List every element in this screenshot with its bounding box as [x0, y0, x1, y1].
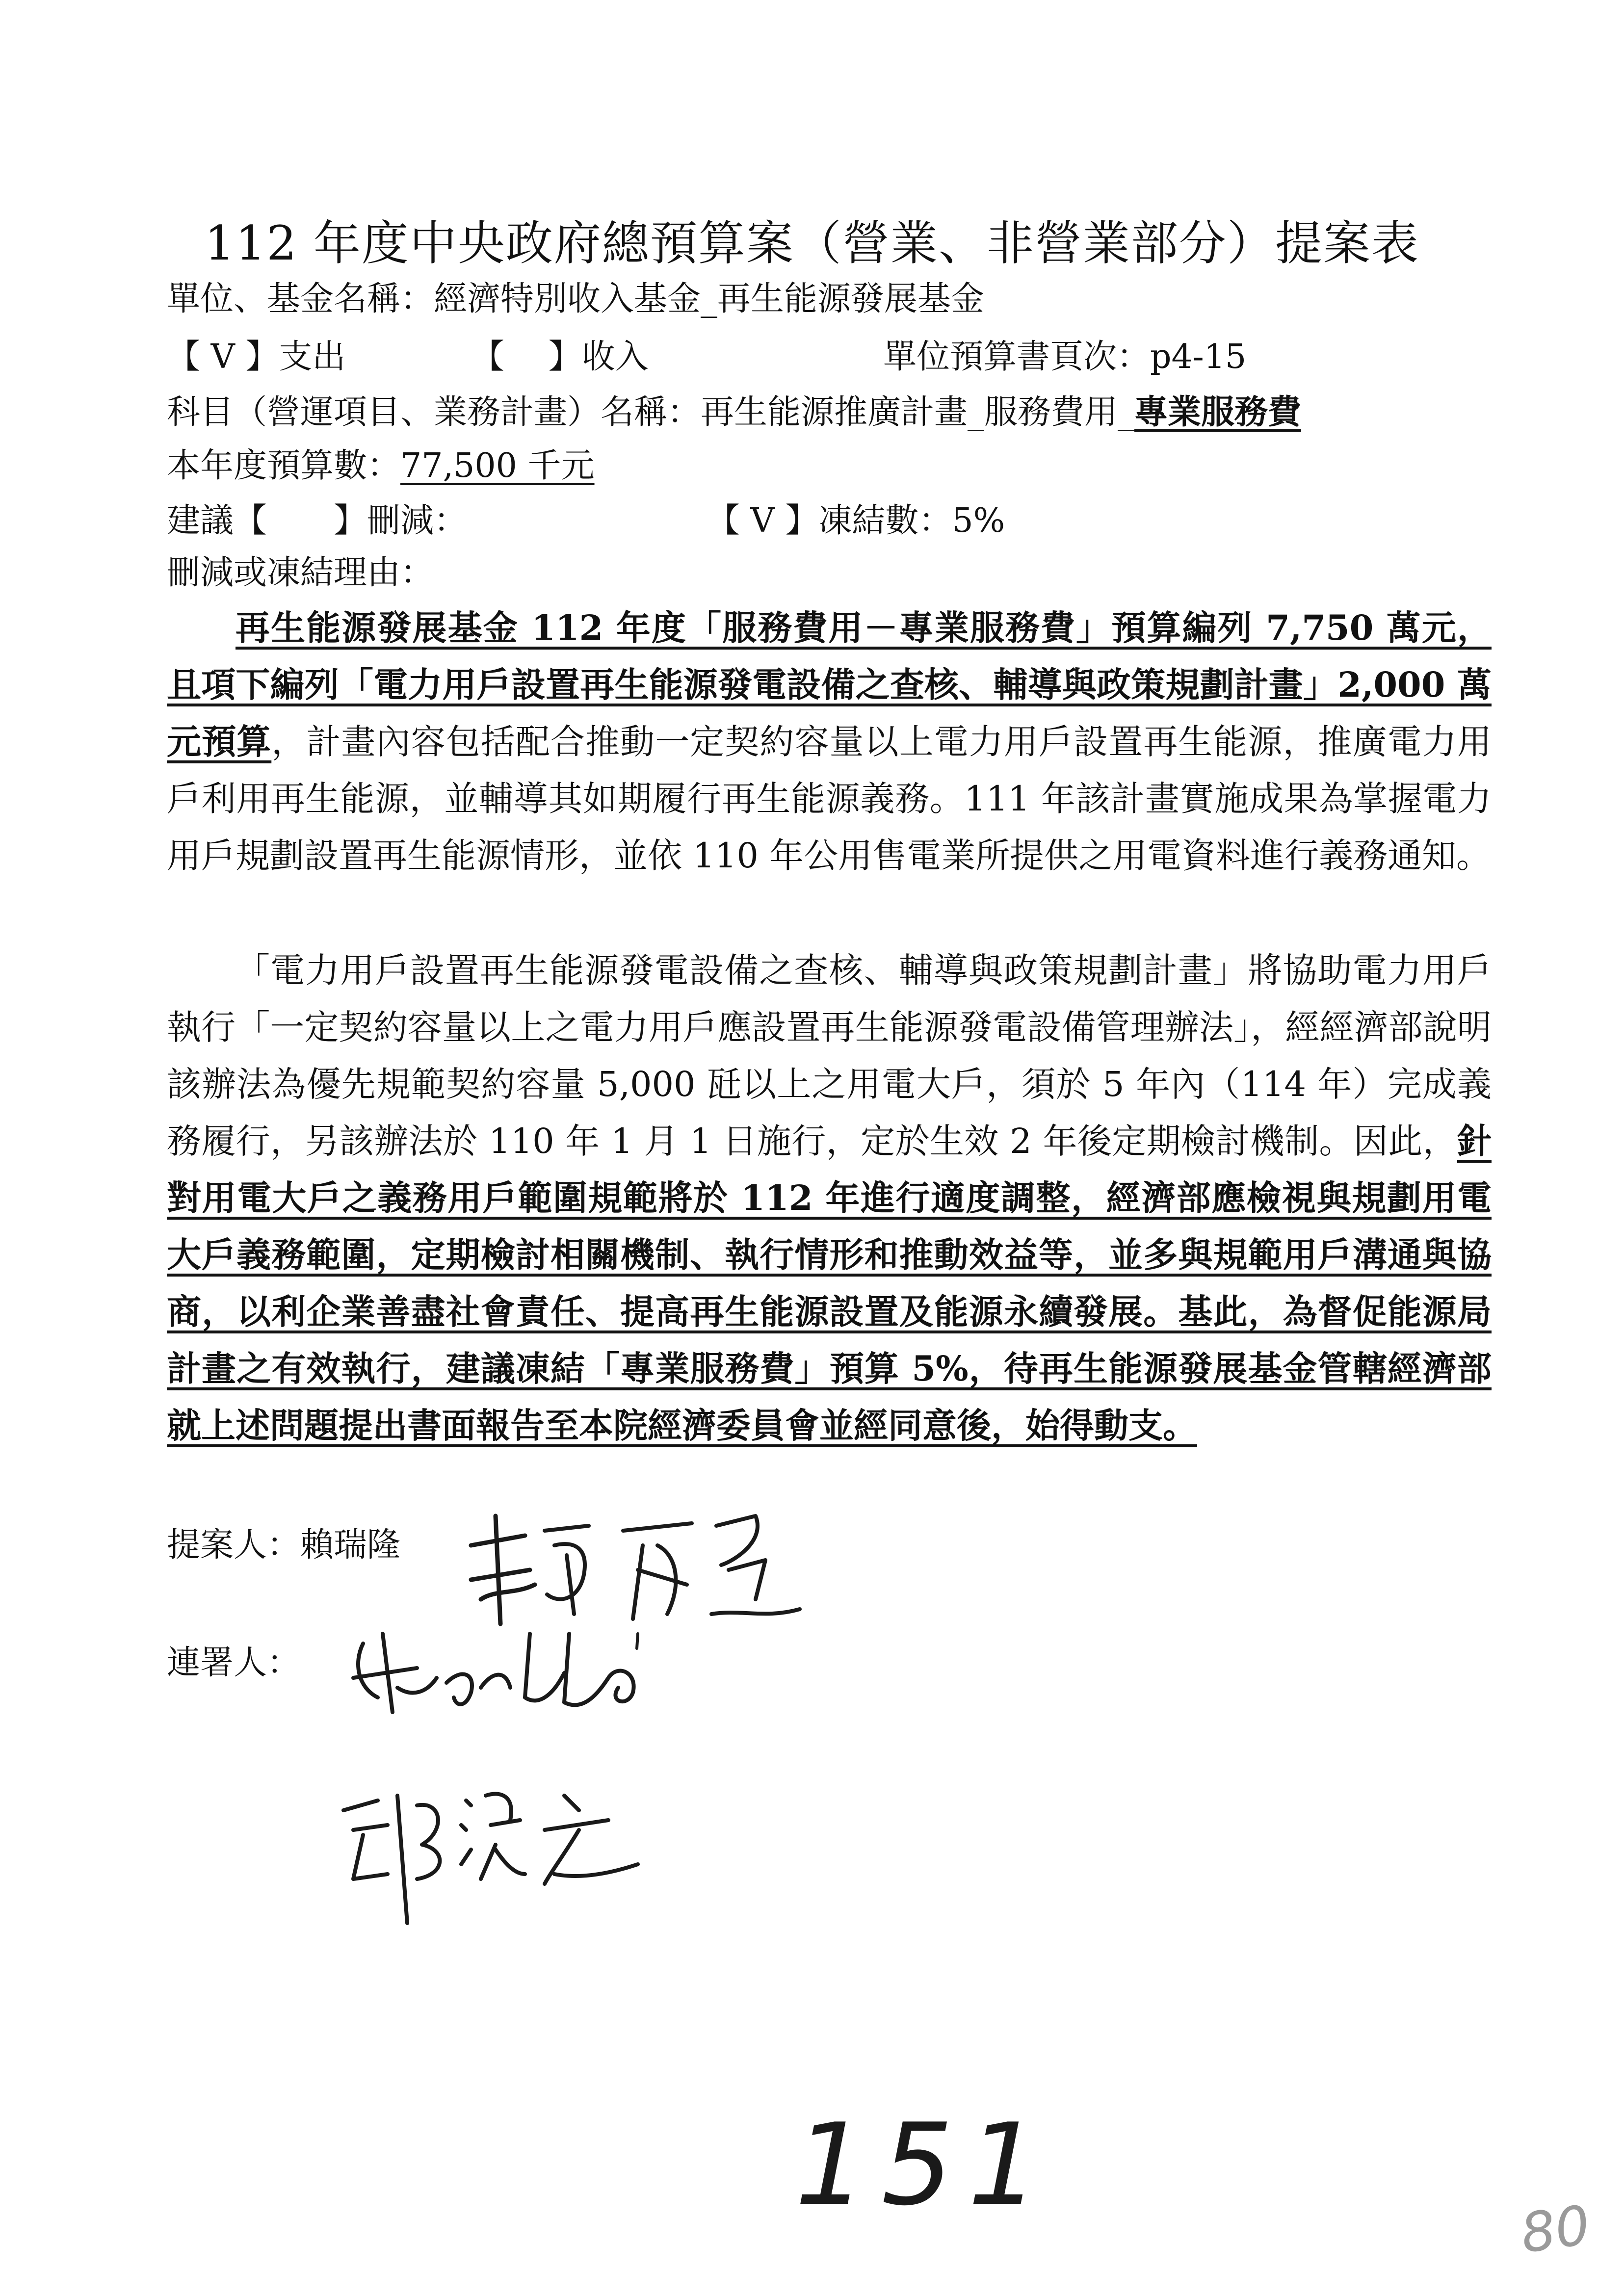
freeze-line [707, 496, 1005, 546]
proposer-line [167, 1521, 400, 1570]
unit-fund-label: 單位、基金名稱： [167, 280, 434, 318]
subject-line [167, 388, 1301, 437]
subject-label: 科目（營運項目、業務計畫）名稱： [167, 393, 701, 432]
paragraph-2-emphasis: 針對用電大戶之義務用戶範圍規範將於 112 年進行適度調整，經濟部應檢視與規劃用電大戶義務範圍，定期檢討相關機制、執行情形和推動效益等，並多與規範用戶溝通與協商，以利企業善盡社會責任、提高再生能源設置及能源永續發展。基此，為督促能源局計畫之有效執行，建議凍結「專業服務費」預算 5%，待再生能源發展基金管轄經濟部就上述問題提出書面報告至本院經濟委員會並經同意後，始得動支。 [167, 1121, 1492, 1446]
form-title: 112 年度中央政府總預算案（營業、非營業部分）提案表 [205, 216, 1419, 271]
cosigner-label: 連署人： [167, 1644, 301, 1682]
unit-fund-line [167, 275, 984, 324]
reason-paragraph-2 [167, 942, 1492, 1454]
unit-fund-value: 經濟特別收入基金_再生能源發展基金 [434, 280, 985, 318]
paragraph-1-emphasis: 再生能源發展基金 112 年度「服務費用－專業服務費」預算編列 7,750 萬元，且項下編列「電力用戶設置再生能源發電設備之查核、輔導與政策規劃計畫」2,000 萬元預算 [167, 607, 1492, 762]
cosigner-signature-1 [343, 1614, 697, 1732]
proposer-label: 提案人： [167, 1526, 301, 1565]
budget-page-label: 單位預算書頁次： [883, 338, 1151, 376]
reason-label: 刪減或凍結理由： [167, 553, 434, 592]
income-checkbox-label: 【 】收入 [471, 338, 649, 376]
handwritten-page-number: 151 [795, 2100, 1054, 2231]
proposer-name: 賴瑞隆 [300, 1526, 401, 1565]
corner-page-number: 80 [1517, 2193, 1594, 2266]
budget-page-reference [883, 333, 1246, 382]
cosigner-signature-2 [334, 1766, 677, 1928]
paragraph-2-text: 「電力用戶設置再生能源發電設備之查核、輔導與政策規劃計畫」將協助電力用戶執行「一定契約容量以上之電力用戶應設置再生能源發電設備管理辦法」，經經濟部說明該辦法為優先規範契約容量 5,000 瓩以上之用電大戶，須於 5 年內（114 年）完成義務履行，另該辦法於 110 年 1 月 1 日施行，定於生效 2 年後定期檢討機制。因此， [167, 950, 1492, 1161]
expense-checkbox-label: 【 V 】支出 [167, 338, 346, 376]
budget-page-value: p4-15 [1150, 338, 1247, 376]
cut-checkbox-label: 建議【 】刪減： [167, 501, 468, 540]
reason-paragraph-1 [167, 600, 1492, 884]
freeze-value: 5% [952, 501, 1005, 540]
budget-line [167, 442, 595, 491]
subject-value: 再生能源推廣計畫_服務費用_ [701, 393, 1135, 432]
budget-label: 本年度預算數： [167, 446, 401, 485]
freeze-label: 【 V 】凍結數： [707, 501, 952, 540]
budget-value: 77,500 千元 [400, 446, 595, 485]
subject-emphasis: 專業服務費 [1134, 392, 1302, 432]
paragraph-1-text: ，計畫內容包括配合推動一定契約容量以上電力用戶設置再生能源，推廣電力用戶利用再生能源，並輔導其如期履行再生能源義務。111 年該計畫實施成果為掌握電力用戶規劃設置再生能源情形，並依 110 年公用售電業所提供之用電資料進行義務通知。 [167, 722, 1492, 876]
